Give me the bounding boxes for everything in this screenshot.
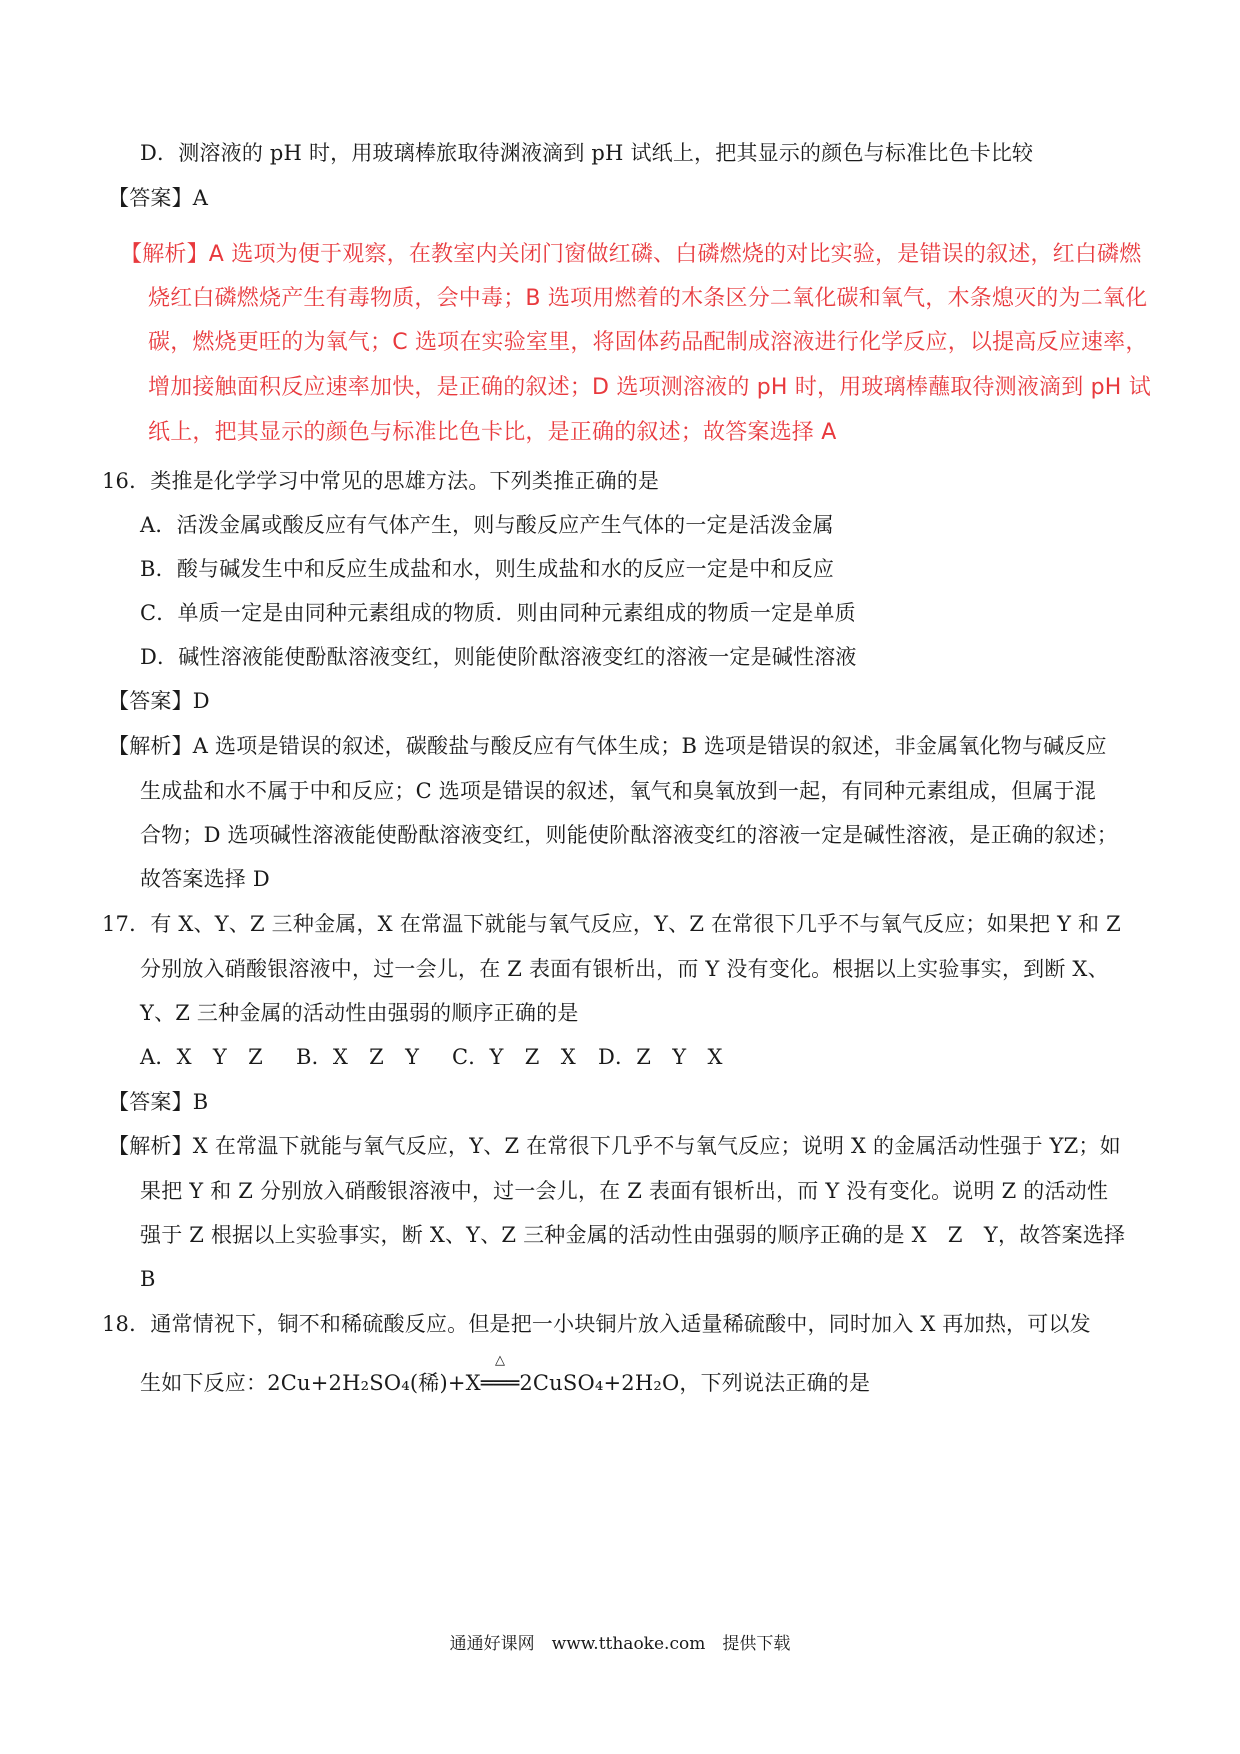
q18-equals: ═══ (480, 1371, 520, 1395)
q16-analysis-line-3: 合物；D 选项碱性溶液能使酚酞溶液变红，则能使阶酞溶液变红的溶液一定是碱性溶液，是正确的叙述； (140, 823, 1118, 847)
q18-equation-left: 生如下反应：2Cu+2H₂SO₄(稀)+X (140, 1371, 481, 1395)
q17-answer: 【答案】B (108, 1090, 209, 1114)
q18-stem-line-1: 18．通常情祝下，铜不和稀硫酸反应。但是把一小块铜片放入适量稀硫酸中，同时加入 X 再加热，可以发 (102, 1312, 1091, 1336)
q15-analysis-line-3: 碳，燃烧更旺的为氧气；C 选项在实验室里，将固体药品配制成溶液进行化学反应，以提高反应速率， (148, 330, 1148, 355)
q15-option-d: D．测溶液的 pH 时，用玻璃棒旅取待渊液滴到 pH 试纸上，把其显示的颜色与标准比色卡比较 (140, 141, 1034, 165)
q16-option-a: A．活泼金属或酸反应有气体产生，则与酸反应产生气体的一定是活泼金属 (140, 513, 834, 537)
q17-stem-line-1: 17．有 X、Y、Z 三种金属，X 在常温下就能与氧气反应，Y、Z 在常很下几乎不与氧气反应；如果把 Y 和 Z (102, 912, 1121, 936)
q17-stem-line-3: Y、Z 三种金属的活动性由强弱的顺序正确的是 (140, 1001, 579, 1025)
page-footer: 通通好课网 www.tthaoke.com 提供下载 (449, 1634, 791, 1654)
q17-option-a: A．X Y Z (140, 1045, 263, 1069)
q15-analysis-line-1: 【解析】A 选项为便于观察，在教室内关闭门窗做红磷、白磷燃烧的对比实验，是错误的叙述，红白磷燃 (120, 242, 1142, 267)
q16-stem: 16．类推是化学学习中常见的思雄方法。下列类推正确的是 (102, 469, 660, 493)
q18-stem-line-2 (140, 1353, 871, 1398)
q15-analysis-line-4: 增加接触面积反应速率加快，是正确的叙述；D 选项测溶液的 pH 时，用玻璃棒蘸取待测液滴到 pH 试 (148, 375, 1151, 400)
q17-stem-line-2: 分别放入硝酸银溶液中，过一会儿，在 Z 表面有银析出，而 Y 没有变化。根据以上实验事实，到断 X、 (140, 957, 1109, 981)
q17-analysis-line-3: 强于 Z 根据以上实验事实，断 X、Y、Z 三种金属的活动性由强弱的顺序正确的是 X Z Y，故答案选择 (140, 1223, 1126, 1247)
q15-analysis-line-5: 纸上，把其显示的颜色与标准比色卡比，是正确的叙述；故答案选择 A (148, 420, 837, 445)
heat-symbol-icon: △ (494, 1353, 506, 1368)
q17-options (140, 1042, 723, 1072)
q18-equation-right: 2CuSO₄+2H₂O，下列说法正确的是 (519, 1371, 871, 1395)
q18-equation-sign (480, 1353, 520, 1398)
q16-option-d: D．碱性溶液能使酚酞溶液变红，则能使阶酞溶液变红的溶液一定是碱性溶液 (140, 645, 857, 669)
q15-analysis-line-2: 烧红白磷燃烧产生有毒物质，会中毒；B 选项用燃着的木条区分二氧化碳和氧气，木条熄灭的为二氧化 (148, 286, 1148, 311)
q17-option-d: D．Z Y X (598, 1045, 723, 1069)
q16-analysis-line-4: 故答案选择 D (140, 867, 270, 891)
q17-analysis-line-4: B (140, 1267, 156, 1291)
q16-answer: 【答案】D (108, 689, 210, 713)
q15-answer: 【答案】A (108, 186, 209, 210)
q16-analysis-line-2: 生成盐和水不属于中和反应；C 选项是错误的叙述，氧气和臭氧放到一起，有同种元素组成，但属于混 (140, 779, 1096, 803)
q16-analysis-line-1: 【解析】A 选项是错误的叙述，碳酸盐与酸反应有气体生成；B 选项是错误的叙述，非金属氧化物与碱反应 (108, 734, 1107, 758)
q17-analysis-line-1: 【解析】X 在常温下就能与氧气反应，Y、Z 在常很下几乎不与氧气反应；说明 X 的金属活动性强于 YZ；如 (108, 1134, 1121, 1158)
q16-option-c: C．单质一定是由同种元素组成的物质．则由同种元素组成的物质一定是单质 (140, 601, 856, 625)
q17-option-b: B．X Z Y (296, 1045, 420, 1069)
q16-option-b: B．酸与碱发生中和反应生成盐和水，则生成盐和水的反应一定是中和反应 (140, 557, 835, 581)
q17-option-c: C．Y Z X (452, 1045, 576, 1069)
q17-analysis-line-2: 果把 Y 和 Z 分别放入硝酸银溶液中，过一会儿，在 Z 表面有银析出，而 Y 没有变化。说明 Z 的活动性 (140, 1179, 1109, 1203)
